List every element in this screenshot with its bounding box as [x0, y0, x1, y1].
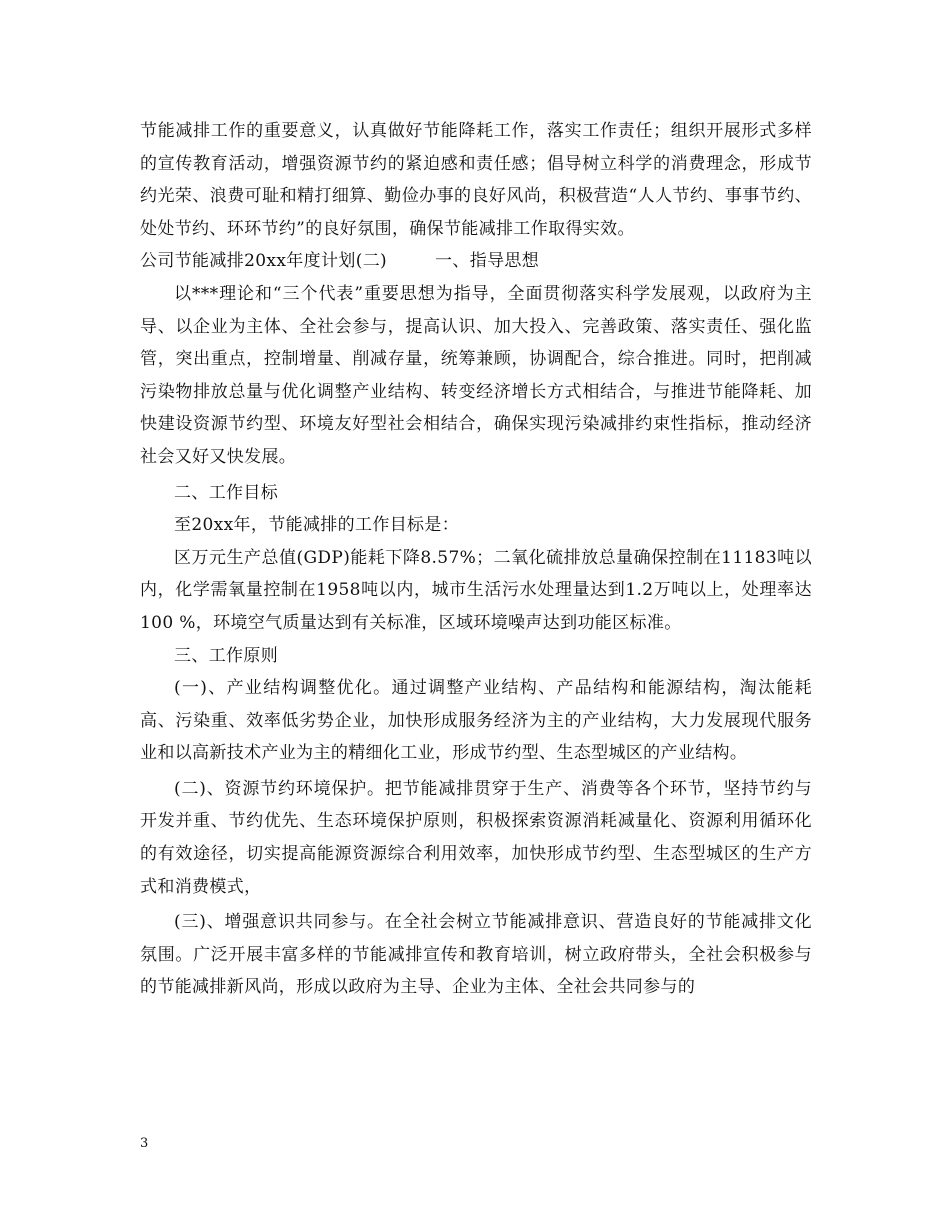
paragraph-principle-2: (二)、资源节约环境保护。把节能减排贯穿于生产、消费等各个环节，坚持节约与开发并重、节约优先、生态环境保护原则，积极探索资源消耗减量化、资源利用循环化的有效途径，切实提高能源资源综合利用效率，加快形成节约型、生态型城区的生产方式和消费模式，	[140, 778, 812, 897]
section-heading-work-principles: 三、工作原则	[174, 645, 279, 666]
paragraph-guiding-ideology: 以***理论和“三个代表”重要思想为指导，全面贯彻落实科学发展观，以政府为主导、以企业为主体、全社会参与，提高认识、加大投入、完善政策、落实责任、强化监管，突出重点，控制增量、削减存量，统筹兼顾，协调配合，综合推进。同时，把削减污染物排放总量与优化调整产业结构、转变经济增长方式相结合，与推进节能降耗、加快建设资源节约型、环境友好型社会相结合，确保实现污染减排约束性指标，推动经济社会又好又快发展。	[140, 283, 812, 467]
plan-title: 公司节能减排20xx年度计划(二)	[140, 251, 388, 272]
section-heading-work-goals: 二、工作目标	[174, 482, 279, 503]
paragraph-intro: 节能减排工作的重要意义，认真做好节能降耗工作，落实工作责任；组织开展形式多样的宣传教育活动，增强资源节约的紧迫感和责任感；倡导树立科学的消费理念，形成节约光荣、浪费可耻和精打细算、勤俭办事的良好风尚，积极营造“人人节约、事事节约、处处节约、环环节约”的良好氛围，确保节能减排工作取得实效。	[140, 121, 812, 239]
paragraph-principle-3: (三)、增强意识共同参与。在全社会树立节能减排意识、营造良好的节能减排文化氛围。广泛开展丰富多样的节能减排宣传和教育培训，树立政府带头，全社会积极参与的节能减排新风尚，形成以政府为主导、企业为主体、全社会共同参与的	[140, 912, 812, 998]
paragraph-goals-details: 区万元生产总值(GDP)能耗下降8.57%；二氧化硫排放总量确保控制在11183吨以内，化学需氧量控制在1958吨以内，城市生活污水处理量达到1.2万吨以上，处理率达100 %，环境空气质量达到有关标准，区域环境噪声达到功能区标准。	[140, 547, 812, 633]
paragraph-goals-intro: 至20xx年，节能减排的工作目标是：	[174, 515, 460, 536]
paragraph-principle-1: (一)、产业结构调整优化。通过调整产业结构、产品结构和能源结构，淘汰能耗高、污染重、效率低劣势企业，加快形成服务经济为主的产业结构，大力发展现代服务业和以高新技术产业为主的精细化工业，形成节约型、生态型城区的产业结构。	[140, 678, 812, 764]
section-heading-guiding-ideology: 一、指导思想	[435, 251, 540, 272]
document-body	[140, 115, 812, 1004]
page-number: 3	[140, 1136, 149, 1151]
plan-title-line	[140, 245, 812, 278]
